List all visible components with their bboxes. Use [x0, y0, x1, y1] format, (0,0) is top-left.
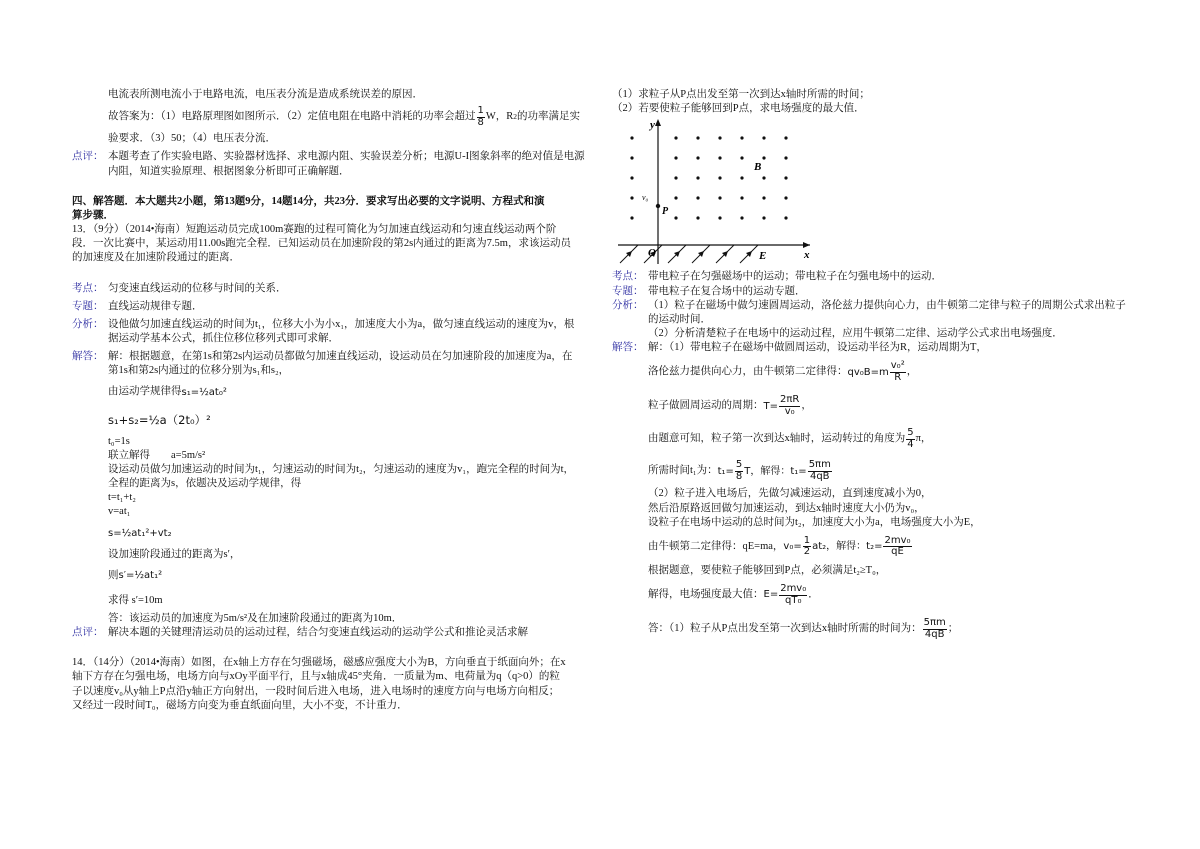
- field-dot: [630, 137, 633, 140]
- field-dot: [718, 197, 721, 200]
- fraction-numerator: 5πm: [808, 459, 831, 471]
- field-dot: [762, 177, 765, 180]
- text-segment: 的功率满足实: [517, 111, 581, 123]
- fraction: [906, 428, 914, 450]
- field-dot: [784, 177, 787, 180]
- fraction-numerator: 2mv₀: [884, 534, 911, 546]
- section-title: 算步骤．: [72, 209, 114, 221]
- text-line: 验要求．（3）50；（4）电压表分流．: [108, 133, 276, 145]
- left-column: [72, 88, 600, 713]
- text-line: （2）分析清楚粒子在电场中的运动过程，应用牛顿第二定律、运动学公式求出电场强度．: [648, 328, 1063, 340]
- analysis-tag: 分析：: [72, 318, 104, 330]
- field-dot: [674, 157, 677, 160]
- equation-line: [648, 530, 1132, 564]
- field-dot: [630, 177, 633, 180]
- text-line: 全程的距离为s，依题决及运动学规律，得: [108, 478, 302, 490]
- fraction: [808, 460, 832, 482]
- field-dot: [784, 217, 787, 220]
- text-line: 电流表所测电流小于电路电流，电压表分流是造成系统误差的原因．: [108, 89, 423, 100]
- fraction-denominator: 4qB: [924, 628, 945, 640]
- field-dot: [784, 157, 787, 160]
- text-line: 第1s和第2s内通过的位移分别为s₁和s₂，: [108, 365, 290, 377]
- text-line: （1）粒子在磁场中做匀速圆周运动，洛伦兹力提供向心力，由牛顿第二定律与粒子的周期公式求出粒子: [648, 299, 1126, 311]
- text-line: 匀变速直线运动的位移与时间的关系．: [108, 282, 287, 294]
- field-dot: [762, 197, 765, 200]
- fraction-denominator: 8: [735, 470, 743, 482]
- text-segment: 解得，电场强度最大值：: [648, 588, 764, 600]
- subscript: 2: [513, 112, 518, 122]
- equation: t₁=: [717, 465, 734, 477]
- text-line: 求得 s′=10m: [108, 594, 163, 606]
- field-dot: [718, 157, 721, 160]
- text-segment: 由牛顿第二定律得：qE=ma，: [648, 540, 784, 552]
- equation-line: [108, 407, 600, 435]
- fraction: [883, 536, 911, 558]
- equation-line: 解得，电场强度最大值： E= $\frac{\text{2mv₀}}{\text{qT₀}}$ ．: [648, 583, 819, 606]
- equation: t₁=: [790, 465, 807, 477]
- field-dot: [696, 137, 699, 140]
- field-dot: [718, 217, 721, 220]
- field-dot: [696, 157, 699, 160]
- text-line: 答：该运动员的加速度为5m/s²及在加速阶段通过的距离为10m．: [108, 612, 403, 624]
- field-dot: [718, 137, 721, 140]
- point-tag: 考点：: [612, 271, 644, 283]
- text-segment: 由运动学规律得: [108, 386, 182, 398]
- text-segment: 则: [108, 569, 119, 581]
- equation: at₂，解得：: [812, 541, 867, 553]
- question-text: 轴下方存在匀强电场，电场方向与xOy平面平行，且与x轴成45°夹角．一质量为m、电荷量为q（q>0）的粒: [72, 671, 560, 683]
- comment-block: [72, 626, 600, 640]
- equation-line: [108, 520, 600, 548]
- equation: qv₀B=m: [847, 366, 889, 378]
- text-line: 根据题意，要使粒子能够回到P点，必须满足t₂≥T₀，: [648, 564, 887, 576]
- field-dot: [740, 137, 743, 140]
- fraction: [779, 584, 807, 606]
- question-text: 的加速度及在加速阶段通过的距离．: [72, 252, 240, 264]
- equation: T=: [763, 400, 778, 412]
- field-dot: [696, 177, 699, 180]
- equation-line: [108, 379, 600, 407]
- equation: s₁=½at₀²: [181, 386, 227, 398]
- text-line: 据运动学基本公式，抓住位移位移列式即可求解．: [108, 333, 339, 345]
- text-line: 带电粒子在匀强磁场中的运动；带电粒子在匀强电场中的运动．: [648, 271, 942, 283]
- question-text: 13．（9分）（2014•海南）短跑运动员完成100m赛跑的过程可简化为匀加速直线运动和匀速直线运动两个阶: [72, 224, 557, 236]
- solution-tag: 解答：: [72, 351, 104, 363]
- text-line: 然后沿原路返回做匀加速运动，到达x轴时速度大小仍为v₀，: [648, 502, 925, 514]
- review-block: [72, 150, 600, 178]
- field-dot: [696, 217, 699, 220]
- fraction-numerator: 1: [477, 105, 484, 117]
- field-dot: [630, 157, 633, 160]
- fraction-denominator: R: [894, 371, 902, 383]
- field-dot: [784, 137, 787, 140]
- fraction: [779, 395, 800, 417]
- right-column: [612, 88, 1132, 646]
- topic-tag: 专题：: [612, 285, 644, 297]
- question-text: 子以速度v₀从y轴上P点沿y轴正方向射出，一段时间后进入电场，进入电场时的速度方向与电场方向相反；: [72, 685, 560, 697]
- analysis-block: [612, 299, 1132, 342]
- v0-label: v₀: [642, 193, 649, 203]
- equation-line: [648, 423, 1132, 455]
- fraction-numerator: 2πR: [780, 394, 800, 406]
- equation: v₀=: [783, 541, 802, 553]
- text-line: 的运动时间．: [648, 313, 711, 325]
- text-line: 内阻，知道实验原理、根据图象分析即可正确解题．: [108, 165, 350, 177]
- solution-tag: 解答：: [612, 342, 644, 354]
- field-dot: [630, 197, 633, 200]
- question-text: （2）若要使粒子能够回到P点，求电场强度的最大值．: [612, 103, 865, 115]
- fraction: [803, 536, 811, 558]
- equation: s₁+s₂=½a（2t₀）²: [108, 412, 211, 427]
- fraction-denominator: 4: [907, 438, 914, 450]
- equation: s=½at₁²+vt₂: [108, 527, 172, 539]
- field-dot: [740, 217, 743, 220]
- p-label: P: [662, 206, 669, 218]
- answer-line: [72, 106, 600, 128]
- fraction-denominator: 2: [803, 546, 811, 558]
- fraction: [923, 618, 947, 640]
- text-segment: 由题意可知，粒子第一次到达x轴时，运动转过的角度为: [648, 433, 906, 445]
- text-line: v=at₁: [108, 506, 131, 518]
- equation-line: [648, 455, 1132, 487]
- text-segment: 洛伦兹力提供向心力，由牛顿第二定律得：: [648, 366, 848, 378]
- text-line: 直线运动规律专题．: [108, 300, 203, 312]
- text-line: 解：（1）带电粒子在磁场中做圆周运动，设运动半径为R，运动周期为T，: [648, 342, 987, 354]
- text-segment: 故答案为：（1）电路原理图如图所示．（2）定值电阻在电路中消耗的功率会超过: [108, 111, 476, 123]
- magnetic-field-dots: [630, 137, 787, 220]
- text-line: t=t₁+t₂: [108, 492, 136, 504]
- field-dot: [740, 177, 743, 180]
- question-text: 又经过一段时间T₀，磁场方向变为垂直纸面向里，大小不变，不计重力．: [72, 699, 408, 711]
- text-line: 设加速阶段通过的距离为s′，: [108, 548, 241, 560]
- field-dot: [696, 197, 699, 200]
- fraction-numerator: 2mv₀: [780, 583, 807, 595]
- field-dot: [674, 217, 677, 220]
- question-text: 14．（14分）（2014•海南）如图，在x轴上方存在匀强磁场，磁感应强度大小为B，方向垂直于纸面向外；在x: [72, 657, 566, 669]
- fraction: [735, 460, 743, 482]
- field-diagram: [614, 116, 814, 266]
- field-dot: [674, 197, 677, 200]
- field-dot: [674, 177, 677, 180]
- question-text: （1）求粒子从P点出发至第一次到达x轴时所需的时间；: [612, 89, 870, 100]
- field-dot: [740, 197, 743, 200]
- x-axis-arrow-icon: [803, 242, 810, 248]
- solution-block: [72, 350, 600, 626]
- field-dot: [784, 197, 787, 200]
- fraction-numerator: 5: [907, 427, 914, 439]
- text-line: （2）粒子进入电场后，先做匀减速运动，直到速度减小为0，: [648, 488, 932, 500]
- topic-tag: 专题：: [72, 300, 104, 312]
- equation-line: [108, 562, 600, 590]
- fraction: [890, 361, 906, 383]
- y-label: y: [650, 119, 655, 132]
- field-dot: [762, 217, 765, 220]
- field-dot: [762, 157, 765, 160]
- equation-line: 粒子做圆周运动的周期： T= $\frac{2\pi R}{\text{v₀}}$ ，: [648, 394, 812, 417]
- fraction-numerator: 5πm: [923, 617, 946, 629]
- text-line: 解：根据题意，在第1s和第2s内运动员都做匀加速直线运动，设运动员在匀加速阶段的加速度为a，在: [108, 351, 573, 363]
- b-label: B: [754, 161, 762, 174]
- text-line: 设运动员做匀加速运动的时间为t₁，匀速运动的时间为t₂，匀速运动的速度为v₁，跑完全程的时间为t，: [108, 463, 574, 475]
- comment-tag: 点评：: [72, 627, 104, 639]
- section-title: 四、解答题．本大题共2小题，第13题9分，14题14分，共23分．要求写出必要的文字说明、方程式和演: [72, 195, 545, 207]
- text-line: 本题考查了作实验电路、实验器材选择、求电源内阻、实验误差分析；电源U-I图象斜率的绝对值是电源: [108, 151, 585, 163]
- equation: T，解得：: [744, 465, 791, 477]
- solution-block: [612, 341, 1132, 646]
- text-line: 设他做匀加速直线运动的时间为t₁，位移大小为小x₁，加速度大小为a，做匀速直线运动的速度为v，根: [108, 318, 575, 330]
- fraction-numerator: 5: [735, 459, 743, 471]
- field-dot: [762, 137, 765, 140]
- fraction: [477, 106, 485, 128]
- text-segment: 答：（1）粒子从P点出发至第一次到达x轴时所需的时间为：: [648, 622, 922, 634]
- y-axis-arrow-icon: [655, 119, 661, 126]
- text-line: 设粒子在电场中运动的总时间为t₂，加速度大小为a，电场强度大小为E，: [648, 516, 981, 528]
- point-block: [612, 270, 1132, 284]
- equation-line: 洛伦兹力提供向心力，由牛顿第二定律得： qv₀B=m $\frac{\text{v₀²}}{R}$ ，: [648, 360, 918, 383]
- fraction-denominator: 8: [477, 116, 484, 128]
- origin-label: O: [648, 247, 656, 260]
- fraction-denominator: qE: [891, 546, 904, 558]
- equation: E=: [763, 589, 779, 601]
- fraction-denominator: v₀: [784, 405, 795, 417]
- text-line: t₀=1s: [108, 435, 130, 447]
- topic-block: [72, 300, 600, 314]
- point-tag: 考点：: [72, 282, 104, 294]
- question-text: 段．一次比赛中，某运动用11.00s跑完全程．已知运动员在加速阶段的第2s内通过的距离为7.5m，求该运动员: [72, 238, 571, 250]
- text-line: 带电粒子在复合场中的运动专题．: [648, 285, 806, 297]
- fraction-numerator: 1: [803, 534, 811, 546]
- equation: t₂=: [866, 541, 883, 553]
- equation: s′=½at₁²: [118, 570, 163, 582]
- fraction-numerator: v₀²: [890, 360, 905, 372]
- topic-block: [612, 285, 1132, 299]
- x-label: x: [804, 249, 810, 262]
- analysis-block: [72, 318, 600, 346]
- equation-line: 答：（1）粒子从P点出发至第一次到达x轴时所需的时间为： $\frac{5\pi m}{4qB}$ ；: [648, 617, 959, 640]
- fraction-denominator: 4qB: [809, 470, 830, 482]
- field-dot: [630, 217, 633, 220]
- text-segment: π，: [915, 433, 932, 445]
- fraction-denominator: qT₀: [784, 594, 802, 606]
- review-tag: 点评：: [72, 151, 104, 163]
- e-label: E: [759, 250, 767, 263]
- text-segment: 粒子做圆周运动的周期：: [648, 400, 764, 412]
- text-line: 联立解得 a=5m/s²: [108, 449, 206, 461]
- analysis-tag: 分析：: [612, 299, 644, 311]
- point-block: [72, 282, 600, 296]
- electric-field-arrows: [620, 245, 758, 263]
- field-dot: [674, 137, 677, 140]
- field-dot: [740, 157, 743, 160]
- field-dot: [718, 177, 721, 180]
- text-line: 解决本题的关键理清运动员的运动过程，结合匀变速直线运动的运动学公式和推论灵活求解: [108, 627, 528, 639]
- text-segment: W，R: [485, 111, 514, 123]
- text-segment: 所需时间t₁为：: [648, 465, 718, 477]
